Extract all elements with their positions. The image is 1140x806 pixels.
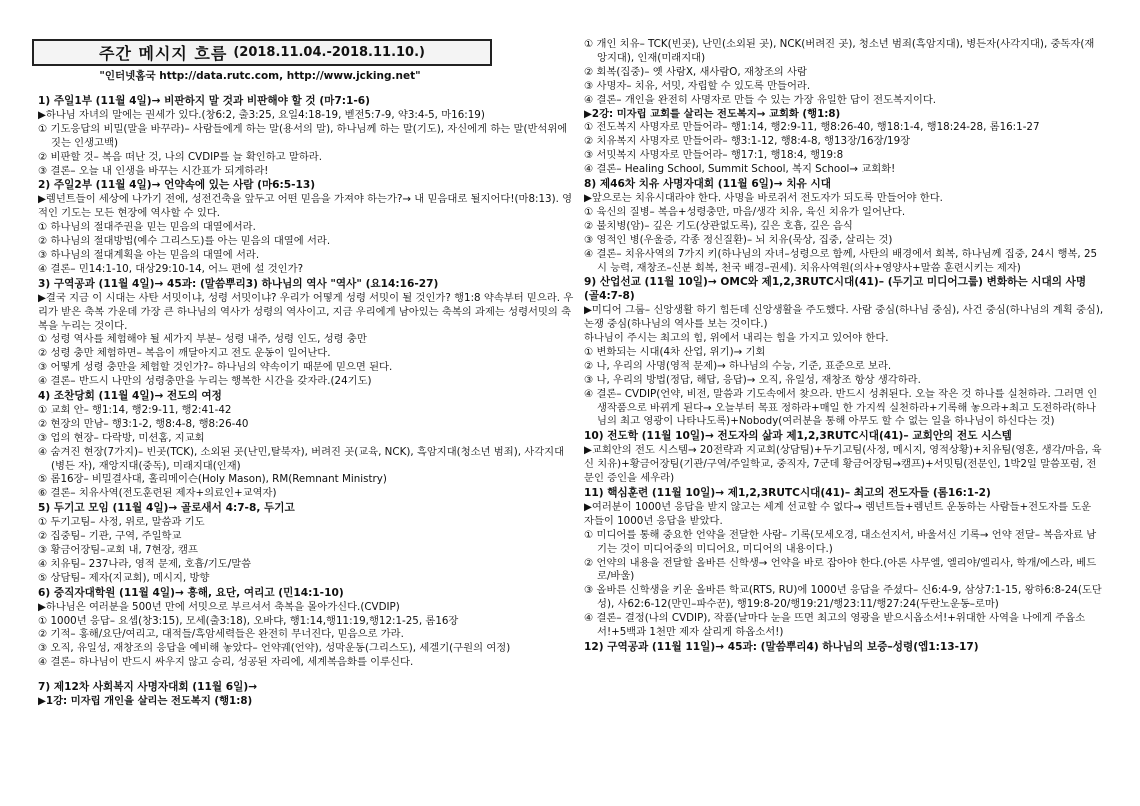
section-heading: 12) 구역공과 (11월 11일)→ 45과: (말씀뿌리4) 하나님의 보증–성령(엡1:13-17): [584, 640, 979, 653]
list-item: ② 회복(집중)– 옛 사람X, 새사람O, 재창조의 사람: [584, 65, 807, 78]
section: [38, 587, 574, 670]
title-box: [32, 39, 492, 66]
list-item: ④ 결론– 민14:1-10, 대상29:10-14, 어느 편에 설 것인가?: [38, 262, 304, 275]
list-item: ② 하나님의 절대방법(예수 그리스도)를 아는 믿음의 대열에 서라.: [38, 235, 331, 248]
list-item: ① 변화되는 시대(4차 산업, 위기)→ 기회: [584, 345, 766, 358]
list-item: ③ 영적인 병(우울증, 각종 정신질환)– 뇌 치유(묵상, 집중, 살리는 것): [584, 233, 893, 246]
section: [584, 641, 1104, 655]
list-item: ⑥ 결론– 치유사역(전도훈련된 제자+의료인+교역자): [38, 487, 277, 500]
list-item: ② 언약의 내용을 전달할 올바른 신학생→ 언약을 바로 잡아야 한다.(아론 사무엘, 엘리야/엘리사, 학개/에스라, 베드로/바울): [584, 556, 1097, 583]
list-item: ④ 결론– 치유사역의 7가지 키(하나님의 자녀–성령으로 함께, 사탄의 배경에서 회복, 하나님께 집중, 24시 행복, 25시 능력, 재창조–신분 회복, 천국 배경–권세). 치유사역원(의사+영양사+말씀 훈련시키는 제자): [584, 247, 1098, 274]
list-item: ④ 결론– 하나님이 반드시 싸우지 않고 승리, 성공된 자리에, 세계복음화를 이루신다.: [38, 656, 414, 669]
list-item: ② 현장의 만남– 행3:1-2, 행8:4-8, 행8:26-40: [38, 417, 249, 430]
right-column: [584, 38, 1104, 655]
list-item: ⑤ 롬16장– 비밀결사대, 홀리메이슨(Holy Mason), RM(Remnant Ministry): [38, 473, 387, 486]
body-line: ▶여러분이 1000년 응답을 받지 않고는 세계 선교할 수 없다→ 렘넌트들+렘넌트 운동하는 사람들+전도자를 도운 자들이 1000년 응답을 받았다.: [584, 500, 1092, 527]
section-gap: [38, 670, 574, 680]
list-item: ① 성령 역사를 체험해야 될 세가지 부분– 성령 내주, 성령 인도, 성령 충만: [38, 333, 367, 346]
list-item: ③ 어떻게 성령 충만을 체험할 것인가?– 하나님의 약속이기 때문에 믿으면 된다.: [38, 361, 393, 374]
list-item: ② 성령 충만 체험하면– 복음이 깨달아지고 전도 운동이 일어난다.: [38, 347, 331, 360]
list-item: ④ 결론– 반드시 나만의 성령충만을 누리는 행복한 시간을 갖자라.(24기도): [38, 375, 372, 388]
list-item: ④ 숨겨진 현장(7가지)– 빈곳(TCK), 소외된 곳(난민,탈북자), 버려진 곳(교육, NCK), 흑암지대(청소년 범죄), 사각지대(병든 자), 재앙지대(중독), 미래지대(인재): [38, 445, 565, 472]
list-item: ④ 결론– CVDIP(언약, 비전, 말씀과 기도속에서 찾으라. 반드시 성취된다. 오늘 작은 것 하나를 실천하라. 그러면 인생작품으로 바뀌게 된다→ 오늘부터 목표 정하라+매일 한 가지씩 실천하라+기록해 놓으라+최고 도전하라(하나님의 최고 영광이 나타나도록)+Nobody(여러분을 통해 아무도 할 수 없는 일을 하나님이 하신다는 것): [584, 387, 1098, 428]
body-line: ▶결국 지금 이 시대는 사탄 서밋이냐, 성령 서밋이냐? 우리가 어떻게 성령 서밋이 될 것인가? 행1:8 약속부터 믿으라. 우리가 받은 축복 가운데 가장 큰 하나님의 역사가 성령의 역사이고, 지금 우리에게 남아있는 축복의 과제는 성령서밋의 축복을 누리는 것이다.: [38, 291, 574, 332]
section-heading: 4) 조찬당회 (11월 4일)→ 전도의 여정: [38, 390, 222, 403]
body-line: ▶1강: 미자립 개인을 살리는 전도복지 (행1:8): [38, 695, 253, 708]
list-item: ① 두기고팀– 사정, 위로, 말씀과 기도: [38, 516, 205, 529]
section: [38, 670, 574, 709]
list-item: ① 개인 치유– TCK(빈곳), 난민(소외된 곳), NCK(버려진 곳), 청소년 범죄(흑암지대), 병든자(사각지대), 중독자(재앙지대), 인재(미래지대): [584, 38, 1095, 64]
section: [38, 95, 574, 178]
list-item: ④ 결론– Healing School, Summit School, 복지 School→ 교회화!: [584, 163, 896, 176]
body-line: ▶앞으로는 치유시대라야 한다. 사명을 바로쥐서 전도자가 되도록 만들어야 한다.: [584, 191, 943, 204]
section-heading: 7) 제12차 사회복지 사명자대회 (11월 6일)→: [38, 681, 258, 694]
list-item: ③ 하나님의 절대계획을 아는 믿음의 대열에 서라.: [38, 248, 260, 261]
section-heading: 5) 두기고 모임 (11월 4일)→ 골로새서 4:7-8, 두기고: [38, 502, 295, 515]
list-item: ⑤ 상담팀– 제자(지교회), 메시지, 방향: [38, 571, 210, 584]
title-dates: (2018.11.04.-2018.11.10.): [233, 45, 425, 60]
left-column: [38, 94, 574, 709]
section: [584, 430, 1104, 486]
list-item: ③ 나, 우리의 방법(정답, 해답, 응답)→ 오직, 유일성, 재창조 항상 생각하라.: [584, 373, 921, 386]
body-line: ▶교회안의 전도 시스템→ 20전략과 지교회(상담팀)+두기고팀(사정, 메시지, 영적상황)+치유팀(영혼, 생각/마음, 육신 치유)+황금어장팀(기관/구역/주일학교, 중직자, 7군데 황금어장팀→캠프)+서밋팀(전문인, 1박2일 말씀포럼, 전문인 증인을 세우라): [584, 444, 1102, 485]
section-heading: 11) 핵심훈련 (11월 10일)→ 제1,2,3RUTC시대(41)– 최고의 전도자들 (롬16:1-2): [584, 487, 991, 499]
list-item: ③ 서밋복지 사명자로 만들어라– 행17:1, 행18:4, 행19:8: [584, 149, 844, 162]
section: [38, 502, 574, 585]
list-item: ③ 올바른 신학생을 키운 올바른 학교(RTS, RU)에 1000년 응답을 주셨다– 신6:4-9, 삼상7:1-15, 왕하6:8-24(도단성), 사62:6-12(만민–파수꾼), 행19:8-20/행19:21/행23:11/행27:24(두란노운동–로마): [584, 584, 1102, 611]
section-heading: 8) 제46차 치유 사명자대회 (11월 6일)→ 치유 시대: [584, 178, 831, 191]
list-item: ② 집중팀– 기관, 구역, 주일학교: [38, 530, 182, 543]
section-heading: 3) 구역공과 (11월 4일)→ 45과: (말씀뿌리3) 하나님의 역사 "역사" (요14:16-27): [38, 277, 439, 290]
list-item: ① 기도응답의 비밀(말을 바꾸라)– 사람들에게 하는 말(용서의 말), 하나님께 하는 말(기도), 자신에게 하는 말(반석위에 짓는 인생고백): [38, 122, 568, 149]
list-item: ② 나, 우리의 사명(영적 문제)→ 하나님의 수능, 기준, 표준으로 보라.: [584, 359, 892, 372]
body-line: ▶하나님 자녀의 말에는 권세가 있다.(창6:2, 출3:25, 요일4:18-19, 벧전5:7-9, 약3:4-5, 마16:19): [38, 108, 485, 121]
body-line: ▶렘넌트들이 세상에 나가기 전에, 성전건축을 앞두고 어떤 믿음을 가져야 하는가?→ 내 믿음대로 될지어다!(마8:13). 영적인 기도는 모든 현장에 역사할 수 있다.: [38, 193, 573, 220]
list-item: ② 비판할 것– 복음 떠난 것, 나의 CVDIP를 늘 확인하고 말하라.: [38, 150, 322, 163]
list-item: ① 하나님의 절대주권을 믿는 믿음의 대열에서라.: [38, 221, 256, 234]
list-item: ① 전도복지 사명자로 만들어라– 행1:14, 행2:9-11, 행8:26-40, 행18:1-4, 행18:24-28, 롬16:1-27: [584, 121, 1040, 134]
section-heading: 10) 전도학 (11월 10일)→ 전도자의 삶과 제1,2,3RUTC시대(41)– 교회안의 전도 시스템: [584, 430, 1012, 443]
section-heading: 1) 주일1부 (11월 4일)→ 비판하지 말 것과 비판해야 할 것 (마7:1-6): [38, 95, 371, 107]
section-heading: 9) 산업선교 (11월 10일)→ OMC와 제1,2,3RUTC시대(41)– (두기고 미디어그룹) 변화하는 시대의 사명 (골4:7-8): [584, 276, 1087, 303]
section: [38, 179, 574, 276]
page-title: 주간 메시지 흐름: [99, 44, 228, 63]
list-item: ④ 치유팀– 237나라, 영적 문제, 호흡/기도/말씀: [38, 557, 252, 570]
body-line: ▶미디어 그룹– 신앙생활 하기 힘든데 신앙생활을 주도했다. 사람 중심(하나님 중심), 사건 중심(하나님의 계획 중심), 논쟁 중심(하나님의 역사를 보는 것이다.): [584, 304, 1104, 331]
list-item: ③ 오직, 유일성, 재창조의 응답을 예비해 놓았다– 언약궤(언약), 성막운동(그리스도), 세겔기(구원의 여정): [38, 642, 511, 655]
list-item: ② 기적– 홍해/요단/여리고, 대적들/흑암세력들은 완전히 무너진다, 믿음으로 가라.: [38, 628, 404, 641]
list-item: ③ 황금어장팀–교회 내, 7현장, 캠프: [38, 544, 198, 556]
section-heading: 6) 중직자대학원 (11월 4일)→ 흥해, 요단, 여리고 (민14:1-10): [38, 586, 344, 599]
list-item: ② 치유복지 사명자로 만들어라– 행3:1-12, 행8:4-8, 행13장/16장/19장: [584, 135, 911, 148]
list-item: ① 미디어를 통해 중요한 언약을 전달한 사람– 기록(모세오경, 대소선지서, 바울서신 기록→ 언약 전달– 복음자료 남기는 것이 미디어중의 미디어요, 미디어의 내용이다.): [584, 528, 1097, 555]
body-line: ▶하나님은 여러분을 500년 만에 서밋으로 부르셔서 축복을 몰아가신다.(CVDIP): [38, 600, 400, 613]
section: [584, 178, 1104, 275]
list-item: ③ 사명자– 치유, 서밋, 자립할 수 있도록 만들어라.: [584, 79, 811, 92]
section: [584, 276, 1104, 429]
section: [584, 38, 1104, 177]
section: [38, 278, 574, 389]
list-item: ② 불치병(암)– 깊은 기도(상관없도록), 깊은 호흡, 깊은 음식: [584, 219, 853, 232]
list-item: ① 1000년 응답– 요셉(창3:15), 모세(출3:18), 오바댜, 행1:14,행11:19,행12:1-25, 롬16장: [38, 614, 459, 627]
list-item: ① 교회 안– 행1:14, 행2:9-11, 행2:41-42: [38, 403, 232, 416]
section-heading: 2) 주일2부 (11월 4일)→ 언약속에 있는 사람 (마6:5-13): [38, 179, 316, 192]
body-line: 하나님이 주시는 최고의 힘, 위에서 내리는 힘을 가지고 있어야 한다.: [584, 332, 889, 345]
site-links: "인터넷홈국 http://data.rutc.com, http://www.jcking.net": [99, 70, 421, 82]
list-item: ④ 결론– 결정(나의 CVDIP), 작품(날마다 눈을 뜨면 최고의 영광을 받으시옵소서!+위대한 사역을 나에게 주옵소서!+5백과 1천만 제자 살리게 하옵소서!): [584, 612, 1086, 639]
list-item: ④ 결론– 개인을 완전히 사명자로 만들 수 있는 가장 유일한 답이 전도복지이다.: [584, 93, 937, 106]
section: [38, 390, 574, 501]
section: [584, 487, 1104, 640]
list-item: ① 육신의 질병– 복음+성령충만, 마음/생각 치유, 육신 치유가 일어난다.: [584, 205, 906, 218]
body-line: ▶2강: 미자립 교회를 살리는 전도복지→ 교회화 (행1:8): [584, 107, 841, 120]
list-item: ③ 업의 현장– 다락방, 미션홈, 지교회: [38, 431, 205, 444]
list-item: ③ 결론– 오늘 내 인생을 바꾸는 시간표가 되게하라!: [38, 164, 269, 177]
